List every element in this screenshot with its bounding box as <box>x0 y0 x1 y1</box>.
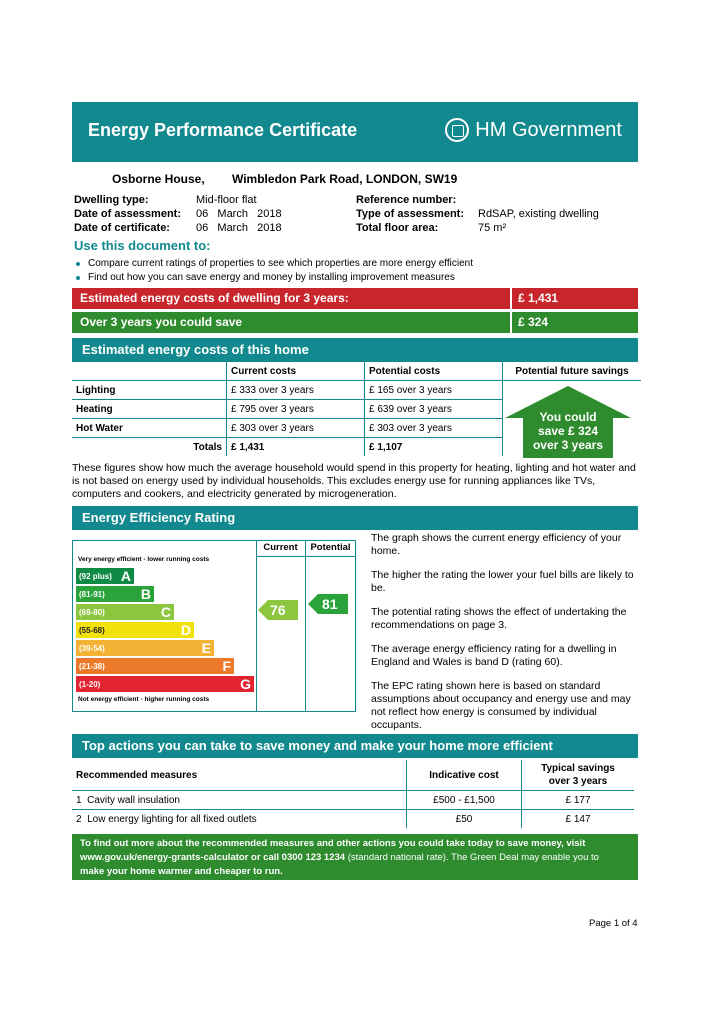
band-letter: F <box>222 658 231 674</box>
date-certificate-label: Date of certificate: <box>74 222 170 234</box>
col-typical-savings-line: over 3 years <box>548 776 608 787</box>
savings-bar <box>72 312 638 333</box>
row-name: Heating <box>72 400 227 419</box>
band-range: (1-20) <box>79 680 101 689</box>
costs-section-heading: Estimated energy costs of this home <box>72 338 638 362</box>
use-bullets <box>74 257 473 285</box>
floor-area-value: 75 m² <box>478 222 507 234</box>
note-line <box>80 851 630 865</box>
row-name: Hot Water <box>72 419 227 438</box>
band-range: (69-80) <box>79 608 105 617</box>
band-letter: E <box>201 640 211 656</box>
eer-paragraph: The higher the rating the lower your fuel bills are likely to be. <box>371 569 634 594</box>
band-letter: A <box>120 568 131 584</box>
row-measure: Low energy lighting for all fixed outlets <box>87 813 257 825</box>
certificate-title: Energy Performance Certificate <box>88 120 358 140</box>
eer-paragraph: The EPC rating shown here is based on standard assumptions about occupancy and energy use and may not reflect how energy is consumed by individual occupants. <box>371 680 631 731</box>
estimated-cost-label: Estimated energy costs of dwelling for 3 years: <box>72 288 510 309</box>
col-typical-savings <box>522 760 635 791</box>
note-text: or call <box>248 852 282 863</box>
row-current: £ 333 over 3 years <box>227 381 365 400</box>
total-potential: £ 1,107 <box>365 438 503 457</box>
row-current: £ 303 over 3 years <box>227 419 365 438</box>
eer-paragraph: The potential rating shows the effect of undertaking the recommendations on page 3. <box>371 606 627 631</box>
estimated-cost-bar <box>72 288 638 309</box>
band-range: (55-68) <box>79 626 105 635</box>
assessment-type-value: RdSAP, existing dwelling <box>478 208 599 220</box>
royal-crest-icon <box>445 118 469 142</box>
band-letter: C <box>160 604 171 620</box>
band-letter: B <box>140 586 151 602</box>
col-measures: Recommended measures <box>72 760 407 791</box>
col-indicative-cost: Indicative cost <box>407 760 522 791</box>
band-range: (39-54) <box>79 644 105 653</box>
row-number: 1 <box>76 794 82 806</box>
band-range: (92 plus) <box>79 572 112 581</box>
arrow-line: over 3 years <box>532 438 604 452</box>
savings-value: £ 324 <box>512 312 638 333</box>
savings-arrow-text <box>505 410 631 452</box>
eer-col-current: Current <box>263 542 298 553</box>
hm-government-text: HM Government <box>475 118 622 141</box>
col-potential-costs: Potential costs <box>365 362 503 381</box>
arrow-line: save £ 324 <box>537 424 599 438</box>
row-potential: £ 303 over 3 years <box>365 419 503 438</box>
dwelling-type-value: Mid-floor flat <box>196 194 257 206</box>
savings-label: Over 3 years you could save <box>72 312 510 333</box>
table-row <box>72 791 634 810</box>
potential-rating-value: 81 <box>322 596 338 612</box>
hm-government-logo <box>445 118 622 142</box>
eer-band-d <box>76 622 194 638</box>
date-certificate-value: 06 March 2018 <box>196 222 282 234</box>
estimated-cost-value: £ 1,431 <box>512 288 638 309</box>
address-line1: Osborne House, <box>112 172 205 186</box>
col-current-costs: Current costs <box>227 362 365 381</box>
eer-top-label: Very energy efficient - lower running costs <box>78 556 210 563</box>
row-potential: £ 639 over 3 years <box>365 400 503 419</box>
note-text: (standard national rate). The Green Deal may enable you to <box>345 852 599 863</box>
address-line2: Wimbledon Park Road, LONDON, SW19 <box>232 172 458 186</box>
assessment-type-label: Type of assessment: <box>356 208 465 220</box>
band-letter: G <box>240 676 251 692</box>
eer-band-c <box>76 604 174 620</box>
eer-paragraphs <box>371 532 637 732</box>
note-line: To find out more about the recommended measures and other actions you could take today to save money, visit <box>80 838 586 849</box>
eer-col-potential: Potential <box>310 542 351 553</box>
col-typical-savings-line: Typical savings <box>541 763 615 774</box>
col-future-savings: Potential future savings <box>503 362 642 381</box>
green-deal-note <box>72 834 638 880</box>
phone-number: 0300 123 1234 <box>281 852 346 863</box>
row-potential: £ 165 over 3 years <box>365 381 503 400</box>
table-row <box>72 810 634 829</box>
costs-note: These figures show how much the average household would spend in this property for heating, lighting and hot water and is not based on energy used by individual households. This excludes energy use for running appliances like TVs, computers and cookers, and electricity generated by microgeneration. <box>72 462 636 500</box>
row-number: 2 <box>76 813 82 825</box>
total-current: £ 1,431 <box>227 438 365 457</box>
eer-band-f <box>76 658 234 674</box>
eer-section-heading: Energy Efficiency Rating <box>72 506 638 530</box>
bullet-item: Compare current ratings of properties to see which properties are more energy efficient <box>74 257 473 271</box>
band-range: (81-91) <box>79 590 105 599</box>
band-range: (21-38) <box>79 662 105 671</box>
row-measure: Cavity wall insulation <box>87 794 180 806</box>
actions-table <box>72 760 634 828</box>
row-cost: £500 - £1,500 <box>407 791 522 810</box>
grants-calculator-link[interactable]: www.gov.uk/energy-grants-calculator <box>80 852 249 863</box>
use-document-heading: Use this document to: <box>74 238 211 253</box>
divider <box>256 540 257 712</box>
divider <box>256 556 356 557</box>
date-assessment-label: Date of assessment: <box>74 208 181 220</box>
eer-bottom-label: Not energy efficient - higher running costs <box>78 696 210 703</box>
note-line: make your home warmer and cheaper to run. <box>80 866 283 877</box>
date-assessment-value: 06 March 2018 <box>196 208 282 220</box>
row-saving: £ 177 <box>522 791 635 810</box>
epc-header <box>72 102 638 162</box>
page-number: Page 1 of 4 <box>589 918 638 929</box>
reference-label: Reference number: <box>356 194 457 206</box>
eer-band-e <box>76 640 214 656</box>
bullet-item: Find out how you can save energy and money by installing improvement measures <box>74 271 473 285</box>
row-cost: £50 <box>407 810 522 829</box>
eer-band-b <box>76 586 154 602</box>
dwelling-type-label: Dwelling type: <box>74 194 149 206</box>
totals-label: Totals <box>72 438 227 457</box>
band-letter: D <box>180 622 191 638</box>
row-saving: £ 147 <box>565 813 591 825</box>
divider <box>305 540 306 712</box>
eer-paragraph: The average energy efficiency rating for a dwelling in England and Wales is band D (rating 60). <box>371 643 617 668</box>
actions-section-heading: Top actions you can take to save money and make your home more efficient <box>72 734 638 758</box>
floor-area-label: Total floor area: <box>356 222 439 234</box>
eer-band-g <box>76 676 254 692</box>
row-current: £ 795 over 3 years <box>227 400 365 419</box>
current-rating-value: 76 <box>270 602 286 618</box>
arrow-line: You could <box>539 410 597 424</box>
row-name: Lighting <box>72 381 227 400</box>
eer-paragraph: The graph shows the current energy efficiency of your home. <box>371 532 622 557</box>
eer-band-a <box>76 568 134 584</box>
